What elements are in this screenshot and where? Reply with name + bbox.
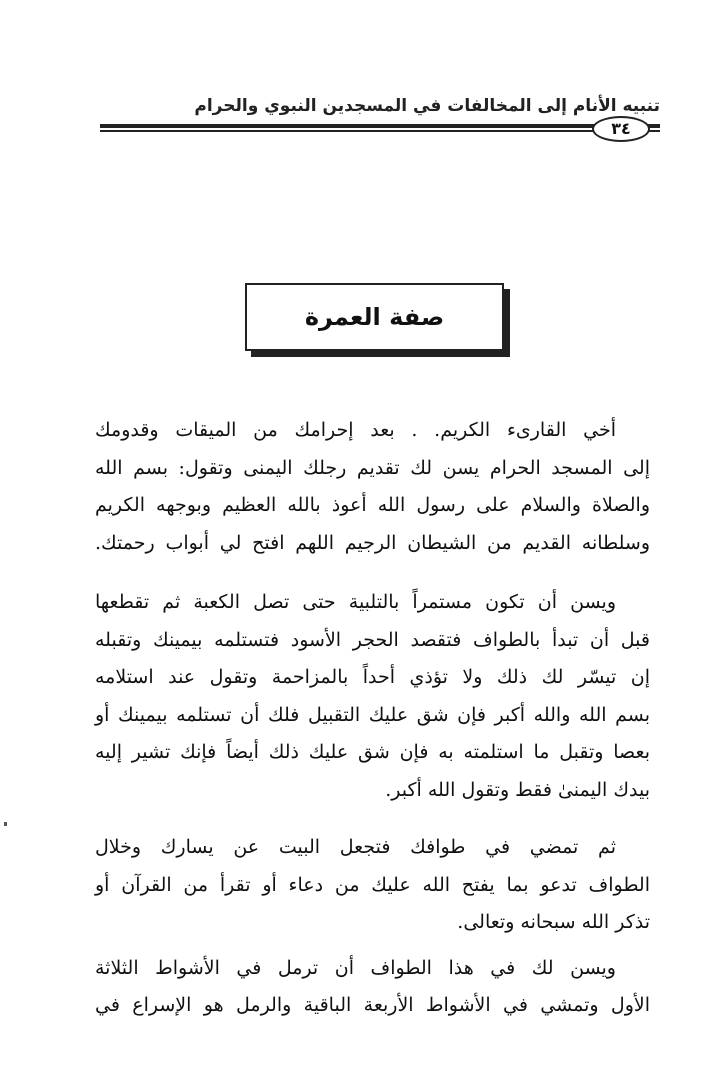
- running-header-title: تنبيه الأنام إلى المخالفات في المسجدين النبوي والحرام: [194, 96, 660, 116]
- text-line: ويسن لك في هذا الطواف أن ترمل في الأشواط الثلاثة: [95, 956, 616, 979]
- text-line: إلى المسجد الحرام يسن لك تقديم رجلك اليمنى وتقول: بسم الله: [95, 456, 650, 479]
- text-line: ثم تمضي في طوافك فتجعل البيت عن يسارك وخلال: [95, 836, 616, 858]
- text-line: الطواف تدعو بما يفتح الله عليك من دعاء أو تقرأ من القرآن أو: [95, 873, 650, 896]
- text-line: بعصا وتقبل ما استلمته به فإن شق عليك ذلك أيضاً فإنك تشير إليه: [95, 741, 650, 763]
- paragraph-3: [95, 829, 650, 942]
- text-line: أخي القارىء الكريم. . بعد إحرامك من الميقات وقدومك: [95, 419, 616, 441]
- paragraph-2: [95, 584, 650, 809]
- header-rule: [100, 124, 660, 133]
- body-text: [95, 412, 650, 1025]
- text-line: وسلطانه القديم من الشيطان الرجيم اللهم افتح لي أبواب رحمتك.: [95, 531, 650, 554]
- text-line: إن تيسّر لك ذلك ولا تؤذي أحداً بالمزاحمة وتقول عند استلامه: [95, 666, 650, 688]
- margin-mark: [4, 822, 7, 826]
- text-line: والصلاة والسلام على رسول الله أعوذ بالله العظيم وبوجهه الكريم: [95, 494, 650, 516]
- text-line: ويسن أن تكون مستمراً بالتلبية حتى تصل الكعبة ثم تقطعها: [95, 591, 616, 613]
- paragraph-4: [95, 950, 650, 1025]
- header-rule-thick: [100, 124, 660, 128]
- header-rule-thin: [100, 130, 660, 132]
- text-line: الأول وتمشي في الأشواط الأربعة الباقية والرمل هو الإسراع في: [95, 994, 650, 1016]
- paragraph-1: [95, 412, 650, 562]
- section-title: صفة العمرة: [245, 283, 504, 351]
- text-line: تذكر الله سبحانه وتعالى.: [457, 911, 650, 933]
- text-line: قبل أن تبدأ بالطواف فتقصد الحجر الأسود فتستلمه بيمينك وتقبله: [95, 628, 650, 651]
- text-line: بسم الله والله أكبر فإن شق عليك التقبيل فلك أن تستلمه بيمينك أو: [95, 703, 650, 726]
- text-line: بيدك اليمنىٰ فقط وتقول الله أكبر.: [385, 778, 650, 801]
- page-number: ٣٤: [592, 116, 650, 142]
